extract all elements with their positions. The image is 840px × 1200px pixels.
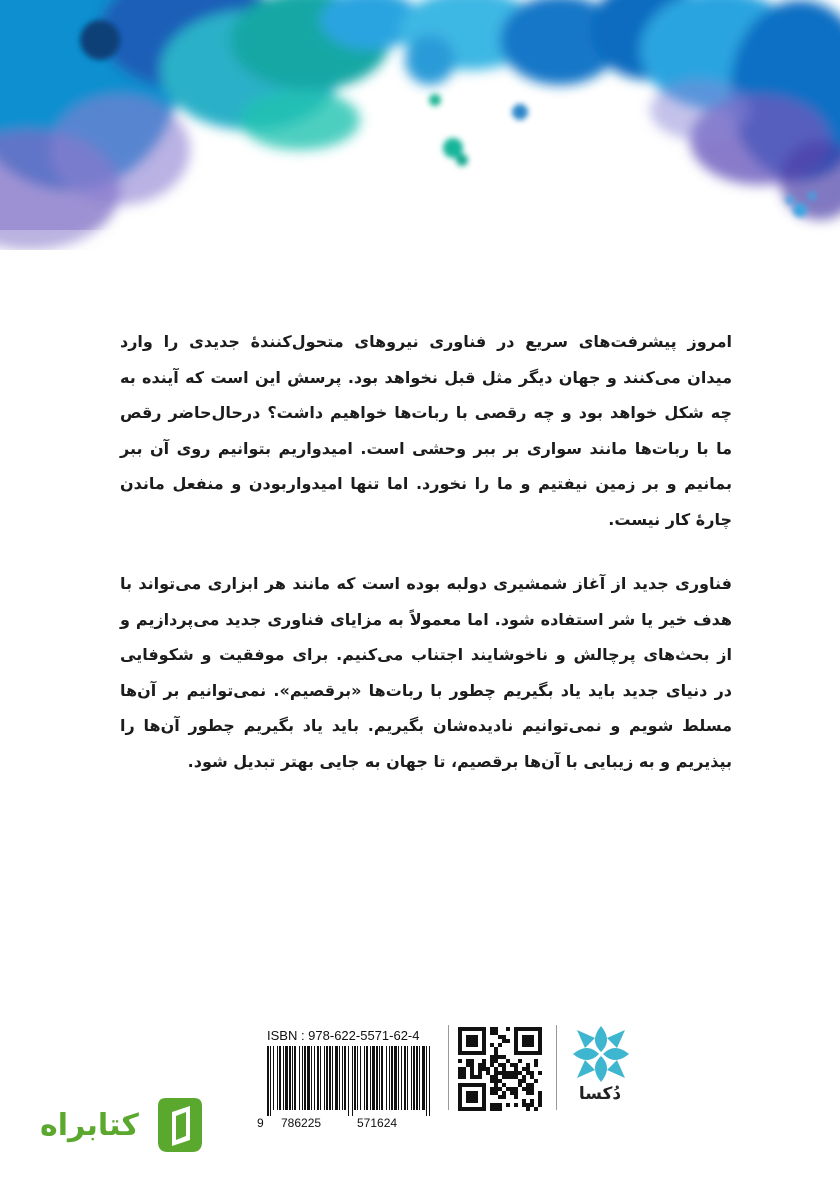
qr-module [502, 1055, 506, 1059]
qr-module [510, 1075, 514, 1079]
qr-module [494, 1027, 498, 1031]
qr-module [470, 1051, 474, 1055]
qr-module [490, 1043, 494, 1047]
qr-module [514, 1075, 518, 1079]
qr-module [490, 1091, 494, 1095]
qr-module [538, 1099, 542, 1103]
barcode-bar [413, 1046, 415, 1110]
qr-module [482, 1091, 486, 1095]
qr-module [474, 1107, 478, 1111]
qr-module [482, 1103, 486, 1107]
qr-module [518, 1051, 522, 1055]
qr-module [506, 1075, 510, 1079]
barcode-bar [386, 1046, 387, 1110]
qr-module [494, 1083, 498, 1087]
barcode-bar [372, 1046, 375, 1110]
barcode-bar [283, 1046, 284, 1110]
qr-module [522, 1067, 526, 1071]
barcode-bar [344, 1046, 346, 1110]
qr-module [462, 1067, 466, 1071]
qr-module [462, 1051, 466, 1055]
barcode-bar [348, 1046, 349, 1116]
qr-module [502, 1035, 506, 1039]
qr-module [482, 1027, 486, 1031]
qr-module [458, 1107, 462, 1111]
barcode-bar [311, 1046, 312, 1110]
qr-module [474, 1075, 478, 1079]
qr-module [470, 1083, 474, 1087]
qr-module [530, 1083, 534, 1087]
qr-module [466, 1107, 470, 1111]
qr-module [526, 1035, 530, 1039]
qr-module [526, 1063, 530, 1067]
barcode-bar [376, 1046, 378, 1110]
qr-module [470, 1035, 474, 1039]
qr-module [502, 1039, 506, 1043]
qr-module [474, 1091, 478, 1095]
qr-module [514, 1087, 518, 1091]
qr-module [462, 1083, 466, 1087]
qr-module [538, 1071, 542, 1075]
qr-module [466, 1059, 470, 1063]
barcode-bars [253, 1046, 438, 1118]
barcode-bar [429, 1046, 430, 1116]
qr-module [490, 1027, 494, 1031]
barcode-bar [391, 1046, 393, 1110]
barcode-bar [273, 1046, 274, 1110]
qr-module [458, 1103, 462, 1107]
barcode-bar [299, 1046, 300, 1110]
qr-module [522, 1039, 526, 1043]
barcode-bar [404, 1046, 406, 1110]
qr-module [482, 1051, 486, 1055]
qr-module [494, 1051, 498, 1055]
barcode-group-right: 571624 [357, 1116, 398, 1130]
qr-module [466, 1043, 470, 1047]
qr-module [514, 1091, 518, 1095]
qr-module [478, 1067, 482, 1071]
qr-module [510, 1063, 514, 1067]
qr-module [474, 1035, 478, 1039]
qr-module [478, 1063, 482, 1067]
qr-module [510, 1087, 514, 1091]
qr-module [530, 1091, 534, 1095]
qr-module [466, 1095, 470, 1099]
barcode-bar [335, 1046, 338, 1110]
qr-module [494, 1071, 498, 1075]
qr-module [514, 1071, 518, 1075]
qr-module [482, 1059, 486, 1063]
qr-module [490, 1059, 494, 1063]
qr-module [470, 1095, 474, 1099]
qr-module [458, 1075, 462, 1079]
qr-module [538, 1027, 542, 1031]
qr-module [522, 1079, 526, 1083]
qr-module [538, 1095, 542, 1099]
qr-module [466, 1051, 470, 1055]
qr-module [534, 1027, 538, 1031]
qr-module [538, 1035, 542, 1039]
qr-module [482, 1083, 486, 1087]
qr-module [498, 1107, 502, 1111]
qr-module [514, 1039, 518, 1043]
qr-module [470, 1099, 474, 1103]
qr-module [502, 1063, 506, 1067]
qr-module [514, 1035, 518, 1039]
qr-module [482, 1067, 486, 1071]
qr-module [498, 1035, 502, 1039]
qr-module [502, 1075, 506, 1079]
qr-module [458, 1095, 462, 1099]
qr-module [458, 1059, 462, 1063]
qr-module [514, 1051, 518, 1055]
barcode-bar [411, 1046, 412, 1110]
qr-module [530, 1071, 534, 1075]
qr-module [466, 1035, 470, 1039]
barcode-bar [342, 1046, 343, 1110]
qr-module [514, 1063, 518, 1067]
qr-module [514, 1095, 518, 1099]
qr-module [494, 1067, 498, 1071]
barcode-bar [389, 1046, 390, 1110]
qr-module [490, 1107, 494, 1111]
qr-module [518, 1083, 522, 1087]
barcode-bar [407, 1046, 408, 1110]
qr-module [458, 1039, 462, 1043]
qr-module [466, 1039, 470, 1043]
qr-module [458, 1099, 462, 1103]
qr-module [458, 1027, 462, 1031]
qr-module [514, 1043, 518, 1047]
qr-module [482, 1047, 486, 1051]
qr-module [470, 1075, 474, 1079]
qr-module [482, 1063, 486, 1067]
barcode-bar [304, 1046, 306, 1110]
qr-module [486, 1067, 490, 1071]
qr-module [522, 1035, 526, 1039]
qr-module [458, 1031, 462, 1035]
qr-module [498, 1055, 502, 1059]
qr-module [482, 1087, 486, 1091]
qr-module [526, 1083, 530, 1087]
qr-module [498, 1095, 502, 1099]
qr-module [458, 1083, 462, 1087]
qr-module [470, 1039, 474, 1043]
barcode-bar [302, 1046, 303, 1110]
qr-module [538, 1103, 542, 1107]
qr-module [490, 1031, 494, 1035]
qr-module [490, 1075, 494, 1079]
qr-module [510, 1091, 514, 1095]
qr-code [458, 1027, 542, 1111]
qr-module [466, 1099, 470, 1103]
qr-module [530, 1035, 534, 1039]
barcode-bar [329, 1046, 331, 1110]
qr-module [514, 1031, 518, 1035]
barcode-bar [307, 1046, 310, 1110]
barcode-lead-digit: 9 [257, 1116, 264, 1130]
qr-module [490, 1055, 494, 1059]
qr-module [462, 1027, 466, 1031]
qr-module [470, 1091, 474, 1095]
qr-module [474, 1043, 478, 1047]
qr-module [466, 1063, 470, 1067]
qr-module [538, 1031, 542, 1035]
qr-module [458, 1035, 462, 1039]
barcode-bar [394, 1046, 397, 1110]
barcode-bar [401, 1046, 402, 1110]
barcode-bar [277, 1046, 278, 1110]
qr-module [522, 1087, 526, 1091]
qr-module [514, 1027, 518, 1031]
qr-module [462, 1071, 466, 1075]
qr-module [518, 1071, 522, 1075]
qr-module [530, 1043, 534, 1047]
barcode-bar [416, 1046, 418, 1110]
qr-module [518, 1059, 522, 1063]
qr-module [526, 1087, 530, 1091]
barcode-group-left: 786225 [281, 1116, 322, 1130]
qr-module [474, 1083, 478, 1087]
qr-module [522, 1027, 526, 1031]
qr-module [494, 1087, 498, 1091]
barcode-bar [267, 1046, 269, 1116]
qr-module [522, 1099, 526, 1103]
qr-module [510, 1071, 514, 1075]
watercolor-splash [0, 0, 840, 250]
qr-module [506, 1059, 510, 1063]
qr-module [530, 1051, 534, 1055]
qr-module [470, 1027, 474, 1031]
barcode-bar [370, 1046, 371, 1110]
barcode-bar [354, 1046, 356, 1110]
barcode-bar [332, 1046, 333, 1110]
qr-module [498, 1043, 502, 1047]
barcode-bar [292, 1046, 293, 1110]
qr-module [466, 1083, 470, 1087]
qr-module [502, 1095, 506, 1099]
barcode-bar [360, 1046, 361, 1110]
qr-module [498, 1071, 502, 1075]
qr-module [462, 1107, 466, 1111]
qr-module [470, 1063, 474, 1067]
qr-module [494, 1091, 498, 1095]
qr-module [526, 1103, 530, 1107]
barcode-bar [352, 1046, 353, 1116]
qr-module [526, 1051, 530, 1055]
qr-module [482, 1043, 486, 1047]
qr-module [534, 1079, 538, 1083]
qr-module [470, 1071, 474, 1075]
barcode-bar [285, 1046, 288, 1110]
qr-module [466, 1027, 470, 1031]
barcode-bar [364, 1046, 365, 1110]
qr-module [530, 1039, 534, 1043]
qr-module [502, 1083, 506, 1087]
qr-module [530, 1103, 534, 1107]
qr-module [514, 1047, 518, 1051]
barcode-bar [294, 1046, 296, 1110]
qr-module [458, 1091, 462, 1095]
qr-module [466, 1091, 470, 1095]
qr-module [474, 1051, 478, 1055]
qr-module [526, 1067, 530, 1071]
qr-module [478, 1027, 482, 1031]
qr-module [526, 1039, 530, 1043]
qr-module [494, 1079, 498, 1083]
qr-module [482, 1095, 486, 1099]
qr-module [458, 1043, 462, 1047]
qr-module [534, 1107, 538, 1111]
qr-module [498, 1063, 502, 1067]
publisher-name: دُکسا [578, 1084, 622, 1104]
qr-module [534, 1063, 538, 1067]
flower-logo-icon [571, 1024, 631, 1084]
qr-module [470, 1043, 474, 1047]
qr-module [458, 1047, 462, 1051]
qr-module [470, 1059, 474, 1063]
qr-module [498, 1087, 502, 1091]
barcode-bar [398, 1046, 399, 1110]
qr-module [506, 1027, 510, 1031]
qr-module [494, 1031, 498, 1035]
isbn-label: ISBN : 978-622-5571-62-4 [267, 1028, 420, 1043]
qr-module [474, 1039, 478, 1043]
qr-module [458, 1071, 462, 1075]
qr-module [482, 1035, 486, 1039]
qr-module [538, 1051, 542, 1055]
book-logo-icon [150, 1092, 210, 1156]
qr-module [470, 1067, 474, 1071]
qr-module [526, 1071, 530, 1075]
qr-module [490, 1087, 494, 1091]
barcode-bar [270, 1046, 271, 1116]
barcode-bar [422, 1046, 425, 1110]
qr-module [518, 1079, 522, 1083]
qr-module [494, 1055, 498, 1059]
barcode-bar [419, 1046, 420, 1110]
qr-module [474, 1095, 478, 1099]
barcode-bar [317, 1046, 319, 1110]
qr-module [478, 1075, 482, 1079]
barcode-bar [279, 1046, 281, 1110]
barcode-bar [326, 1046, 328, 1110]
qr-module [526, 1043, 530, 1047]
qr-module [522, 1051, 526, 1055]
barcode-bar [426, 1046, 427, 1116]
qr-module [482, 1031, 486, 1035]
qr-module [538, 1047, 542, 1051]
isbn-barcode [253, 1020, 438, 1135]
blurb-paragraph-2: فناوری جدید از آغاز شمشیری دولبه بوده است که مانند هر ابزاری می‌تواند با هدف خیر یا شر استفاده شود. اما معمولاً به مزایای فناوری جدید می‌پردازیم و از بحث‌های پرچالش و ناخوشایند اجتناب می‌کنیم. برای موفقیت و شکوفایی در دنیای جدید باید یاد بگیریم چطور با ربات‌ها «برقصیم». نمی‌توانیم بر آن‌ها مسلط شویم و نمی‌توانیم نادیده‌شان بگیریم. باید یاد بگیریم چطور آن‌ها را بپذیریم و به زیبایی با آن‌ها برقصیم، تا جهان به جایی بهتر تبدیل شود. [120, 574, 732, 771]
qr-module [470, 1107, 474, 1111]
qr-module [522, 1043, 526, 1047]
qr-module [506, 1103, 510, 1107]
qr-module [538, 1091, 542, 1095]
qr-module [518, 1027, 522, 1031]
qr-module [494, 1107, 498, 1111]
qr-module [526, 1091, 530, 1095]
barcode-bar [366, 1046, 368, 1110]
qr-module [458, 1087, 462, 1091]
qr-module [522, 1103, 526, 1107]
divider-right [556, 1025, 557, 1110]
qr-module [502, 1067, 506, 1071]
qr-module [530, 1075, 534, 1079]
qr-module [478, 1107, 482, 1111]
qr-module [482, 1099, 486, 1103]
barcode-bar [379, 1046, 380, 1110]
qr-module [490, 1079, 494, 1083]
qr-module [526, 1107, 530, 1111]
qr-module [530, 1099, 534, 1103]
blurb-paragraph-1: امروز پیشرفت‌های سریع در فناوری نیروهای متحول‌کنندهٔ جدیدی را وارد میدان می‌کنند و جهان دیگر مثل قبل نخواهد بود. پرسش این است که آینده به چه شکل خواهد بود و چه رقصی با ربات‌ها خواهیم داشت؟ درحال‌حاضر رقص ما با ربات‌ها مانند سواری بر ببر وحشی است. امیدواریم بتوانیم روی آن ببر بمانیم و بر زمین نیفتیم و ما را نخورد. اما تنها امیدواربودن و منفعل ماندن چارهٔ کار نیست. [120, 332, 732, 529]
barcode-bar [314, 1046, 315, 1110]
qr-module [498, 1103, 502, 1107]
qr-module [526, 1027, 530, 1031]
qr-module [494, 1059, 498, 1063]
qr-module [538, 1043, 542, 1047]
qr-module [478, 1051, 482, 1055]
qr-module [530, 1087, 534, 1091]
qr-module [486, 1071, 490, 1075]
barcode-bar [324, 1046, 325, 1110]
barcode-bar [357, 1046, 358, 1110]
qr-module [522, 1075, 526, 1079]
qr-module [478, 1083, 482, 1087]
qr-module [462, 1075, 466, 1079]
divider-left [448, 1025, 449, 1110]
qr-module [482, 1107, 486, 1111]
qr-module [506, 1039, 510, 1043]
qr-module [514, 1067, 518, 1071]
qr-module [478, 1071, 482, 1075]
barcode-bar [289, 1046, 291, 1110]
qr-module [502, 1071, 506, 1075]
watermark-name: کتابراه [40, 1108, 139, 1143]
qr-module [514, 1103, 518, 1107]
barcode-bar [320, 1046, 321, 1110]
qr-module [458, 1067, 462, 1071]
qr-module [458, 1051, 462, 1055]
qr-module [534, 1051, 538, 1055]
qr-module [534, 1059, 538, 1063]
qr-module [530, 1027, 534, 1031]
qr-module [490, 1063, 494, 1067]
qr-module [506, 1087, 510, 1091]
qr-module [502, 1091, 506, 1095]
qr-module [494, 1047, 498, 1051]
qr-module [538, 1039, 542, 1043]
qr-module [494, 1103, 498, 1107]
qr-module [490, 1103, 494, 1107]
qr-module [494, 1075, 498, 1079]
qr-module [474, 1099, 478, 1103]
qr-module [474, 1027, 478, 1031]
qr-module [498, 1079, 502, 1083]
qr-module [506, 1071, 510, 1075]
qr-module [482, 1039, 486, 1043]
barcode-bar [339, 1046, 340, 1110]
barcode-bar [381, 1046, 383, 1110]
